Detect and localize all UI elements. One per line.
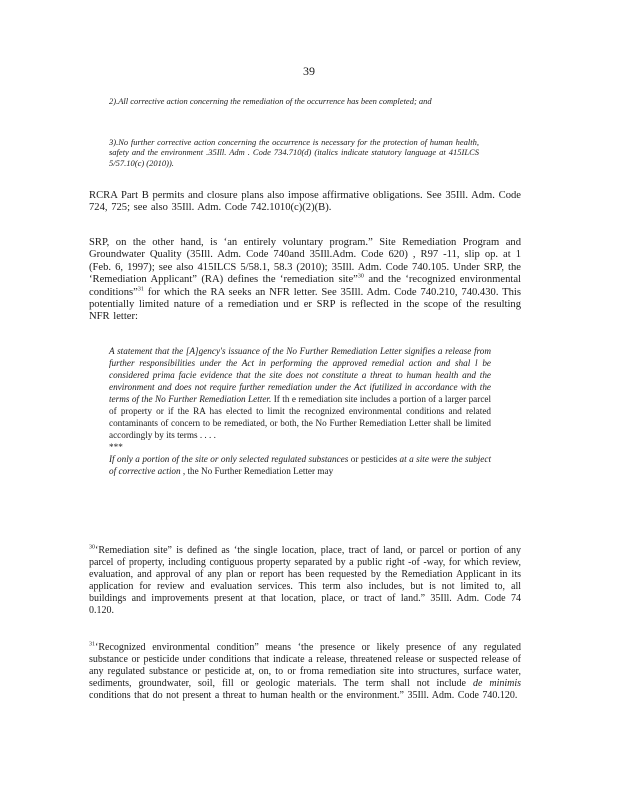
block-quote xyxy=(109,345,491,477)
list-item-2: 2).All corrective action concerning the remediation of the occurrence has been completed; and xyxy=(109,96,432,106)
footnote-31-text-b: conditions that do not present a threat to human health or the environment.” 35Ill. Adm. Code 740.120. xyxy=(89,690,518,702)
paragraph-srp-text-a: SRP, on the other hand, is ‘an entirely voluntary program.” Site Remediation Program and Groundwater Quality (35Ill. Adm. Code 740and 35Ill.Adm. Code 620) , R97 -11, slip op. at 1 (Feb. 6, 1997); see also 415ILCS 5/58.1, 58.3 (2010); 35Ill. Adm. Code 740.105. Under SRP, the ‘Remediation Applicant” (RA) defines the ‘remediation site” xyxy=(89,237,521,286)
quote-part-2c: at a site were the subject of corrective action xyxy=(109,454,492,476)
footnote-30-mark: 30 xyxy=(89,544,95,551)
footnote-31 xyxy=(89,642,521,702)
footnote-31-mark: 31 xyxy=(89,641,95,648)
list-item-3: 3).No further corrective action concerning the occurrence is necessary for the protection of human health, safety and the environment .35Ill. Adm . Code 734.710(d) (italics indicate statutory language at 415ILCS 5/57.10(c) (2010)). xyxy=(109,137,479,168)
footnote-31-text-a: ‘Recognized environmental condition” means ‘the presence or likely presence of any regulated substance or pesticide under conditions that indicate a release, threatened release or suspected release of any regulated substance or pesticide at, on, to or froma remediation site into structures, surface water, sediments, groundwater, soil, fill or geologic materials. The term shall not include xyxy=(89,642,521,690)
quote-part-1a: A statement that the [A]gency's issuance of the No Further Remediation Letter signifies a release from further responsibilities under the Act in performing the approved remedial action and shal l be considered prima facie evidence that the site does not constitute a threat to human health and the environment and does not require further remediation under the Act ifutilized in accordance with the terms of the No Further Remediation Letter. xyxy=(109,346,491,404)
footnote-ref-30: 30 xyxy=(357,273,364,280)
quote-part-2b: or pesticides xyxy=(350,454,398,464)
paragraph-srp xyxy=(89,237,521,324)
footnote-ref-31: 31 xyxy=(137,286,144,293)
footnote-30-text: ‘Remediation site” is defined as ‘the single location, place, tract of land, or parcel or portion of any parcel of property, including contiguous property separated by a public right -of -way, for which review, evaluation, and approval of any plan or report has been requested by the Remediation Applicant in its application for review and evaluation services. This term also includes, but is not limited to, all buildings and improvements present at that location, place, or tract of land.” 35Ill. Adm. Code 74 0.120. xyxy=(89,545,521,617)
paragraph-srp-text-c: for which the RA seeks an NFR letter. See 35Ill. Adm. Code 740.210, 740.430. This potentially limited nature of a remediation und er SRP is reflected in the scope of the resulting NFR letter: xyxy=(89,286,521,323)
quote-part-1b: If th e remediation site includes a portion of a larger parcel of property or if the RA has elected to limit the recognized environmental conditions and related contaminants of concern to be remediated, or both, the No Further Remediation Letter shall be limited accordingly by its terms . . . . xyxy=(109,394,492,440)
quote-part-2d: , the No Further Remediation Letter may xyxy=(182,466,334,476)
quote-ellipsis-stars: *** xyxy=(109,442,123,452)
quote-part-2a: If only a portion of the site or only selected regulated substances xyxy=(109,454,349,464)
footnote-30 xyxy=(89,545,521,618)
page-number: 39 xyxy=(303,64,315,78)
paragraph-srp-text-b: and the ‘recognized environmental conditions” xyxy=(89,274,521,298)
footnote-31-latin-term: de minimis xyxy=(472,678,522,690)
paragraph-rcra: RCRA Part B permits and closure plans also impose affirmative obligations. See 35Ill. Adm. Code 724, 725; see also 35Ill. Adm. Code 742.1010(c)(2)(B). xyxy=(89,190,521,214)
